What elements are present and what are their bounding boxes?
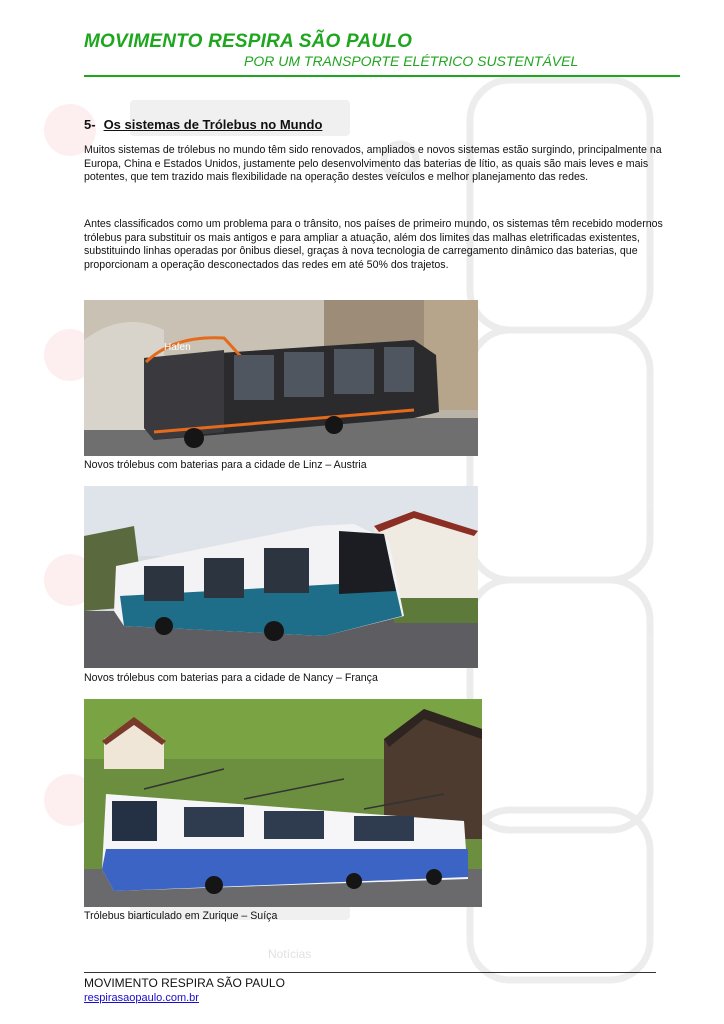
header-divider (84, 75, 680, 77)
header-subtitle: POR UM TRANSPORTE ELÉTRICO SUSTENTÁVEL (244, 53, 579, 69)
section-title: Os sistemas de Trólebus no Mundo (103, 117, 323, 132)
photo-linz-trolleybus (84, 300, 478, 456)
photo-nancy-trolleybus (84, 486, 478, 668)
photo-caption-zurich: Trólebus biarticulado em Zurique – Suíça (84, 910, 278, 922)
paragraph-1: Muitos sistemas de trólebus no mundo têm sido renovados, ampliados e novos sistemas estão surgindo, principalmente na Europa, China e Estados Unidos, justamente pelo desenvolvimento das baterias de lítio, as quais são mais leves e mais potentes, que tem trazido mais flexibilidade na operação destes veículos e melhor planejamento das redes. (84, 144, 662, 184)
watermark-text-2: Notícias (268, 947, 312, 961)
footer-website-link[interactable]: respirasaopaulo.com.br (84, 992, 199, 1004)
photo-zurich-trolleybus (84, 699, 482, 907)
destination-sign-text: Hafen (164, 342, 191, 353)
photo-caption-nancy: Novos trólebus com baterias para a cidade de Nancy – França (84, 672, 378, 684)
header-title: MOVIMENTO RESPIRA SÃO PAULO (84, 31, 413, 52)
paragraph-2: Antes classificados como um problema para o trânsito, nos países de primeiro mundo, os sistemas têm recebido modernos trólebus para substituir os mais antigos e para ampliar a atuação, além dos limites das malhas eletrificadas existentes, substituindo linhas operadas por ônibus diesel, graças à nova tecnologia de carregamento dinâmico das baterias, que proporcionam a operação desconectados das redes em até 50% dos trajetos. (84, 218, 663, 271)
footer-divider (84, 972, 656, 973)
photo-caption-linz: Novos trólebus com baterias para a cidade de Linz – Austria (84, 459, 367, 471)
section-heading (84, 117, 322, 132)
section-number: 5- (84, 117, 96, 132)
footer-organization: MOVIMENTO RESPIRA SÃO PAULO (84, 976, 285, 990)
